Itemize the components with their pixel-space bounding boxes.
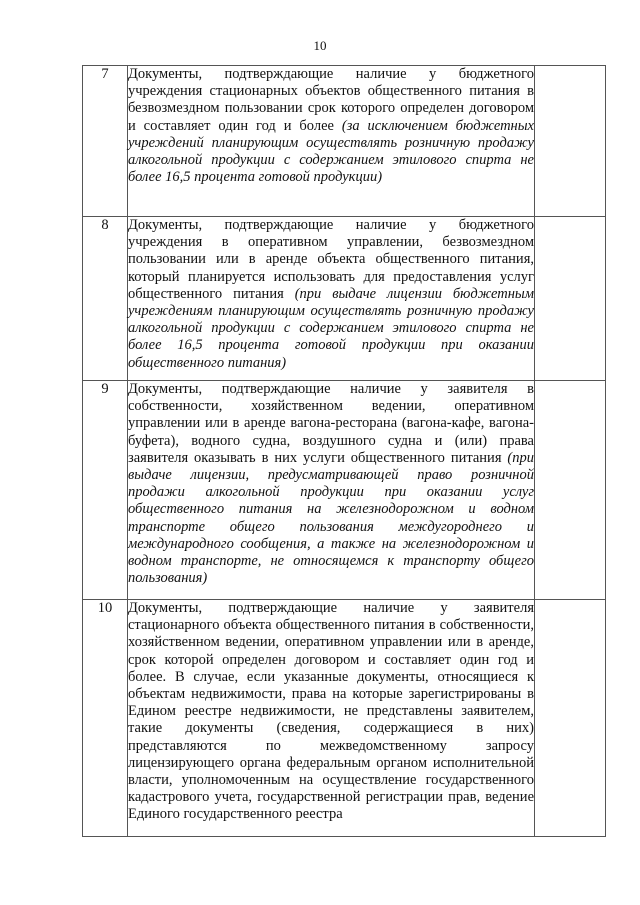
row-note: (за исключением бюджетных учреждений планирующим осуществлять розничную продажу алкогольной продукции с содержанием этилового спирта не более 16,5 процента готовой продукции) [128,117,534,186]
row-description [128,381,535,600]
row-text: Документы, подтверждающие наличие у заявителя в собственности, хозяйственном ведении, оперативном управлении или в аренде вагона-ресторана (вагона-кафе, вагона-буфета), водного судна, воздушного судна и (или) права заявителя оказывать в них услуги общественного питания [128,381,534,466]
row-number: 10 [83,600,128,837]
table-row [83,217,606,381]
table-row [83,66,606,217]
row-description [128,66,535,217]
row-description [128,217,535,381]
row-note: (при выдаче лицензии бюджетным учреждениям планирующим осуществлять розничную продажу алкогольной продукции с содержанием этилового спирта не более 16,5 процента готовой продукции при оказании общественного питания) [128,285,535,371]
row-text: Документы, подтверждающие наличие у бюджетного учреждения в оперативном управлении, безвозмездном пользовании или в аренде объекта общественного питания, который планируется использовать для предоставления услуг общественного питания [128,217,534,302]
row-extra-cell [535,66,606,217]
row-extra-cell [535,600,606,837]
row-text: Документы, подтверждающие наличие у заявителя стационарного объекта общественного питания в собственности, хозяйственном ведении, оперативном управлении или в аренде, срок которой определен договором и составляет один год и более. В случае, если указанные документы, относящиеся к объектам недвижимости, права на которые зарегистрированы в Едином реестре недвижимости, не представлены заявителем, такие документы (сведения, содержащиеся в них) представляются по межведомственному запросу лицензирующего органа федеральным органом исполнительной власти, уполномоченным на осуществление государственного кадастрового учета, государственной регистрации прав, ведение Единого государственного реестра [128,600,534,823]
row-description [128,600,535,837]
row-number: 9 [83,381,128,600]
row-number: 8 [83,217,128,381]
page-number: 10 [313,38,327,53]
table-row [83,381,606,600]
row-note: (при выдаче лицензии, предусматривающей право розничной продажи алкогольной продукции при оказании услуг общественного питания на железнодорожном и водном транспорте общего пользования междугороднего и международного сообщения, а также на железнодорожном и водном транспорте, не относящемся к транспорту общего пользования) [128,449,534,587]
row-extra-cell [535,217,606,381]
requirements-table [82,65,606,837]
row-number: 7 [83,66,128,217]
row-text: Документы, подтверждающие наличие у бюджетного учреждения стационарных объектов общественного питания в безвозмездном пользовании срок которого определен договором и составляет один год и более [128,66,534,134]
table-row [83,600,606,837]
row-extra-cell [535,381,606,600]
